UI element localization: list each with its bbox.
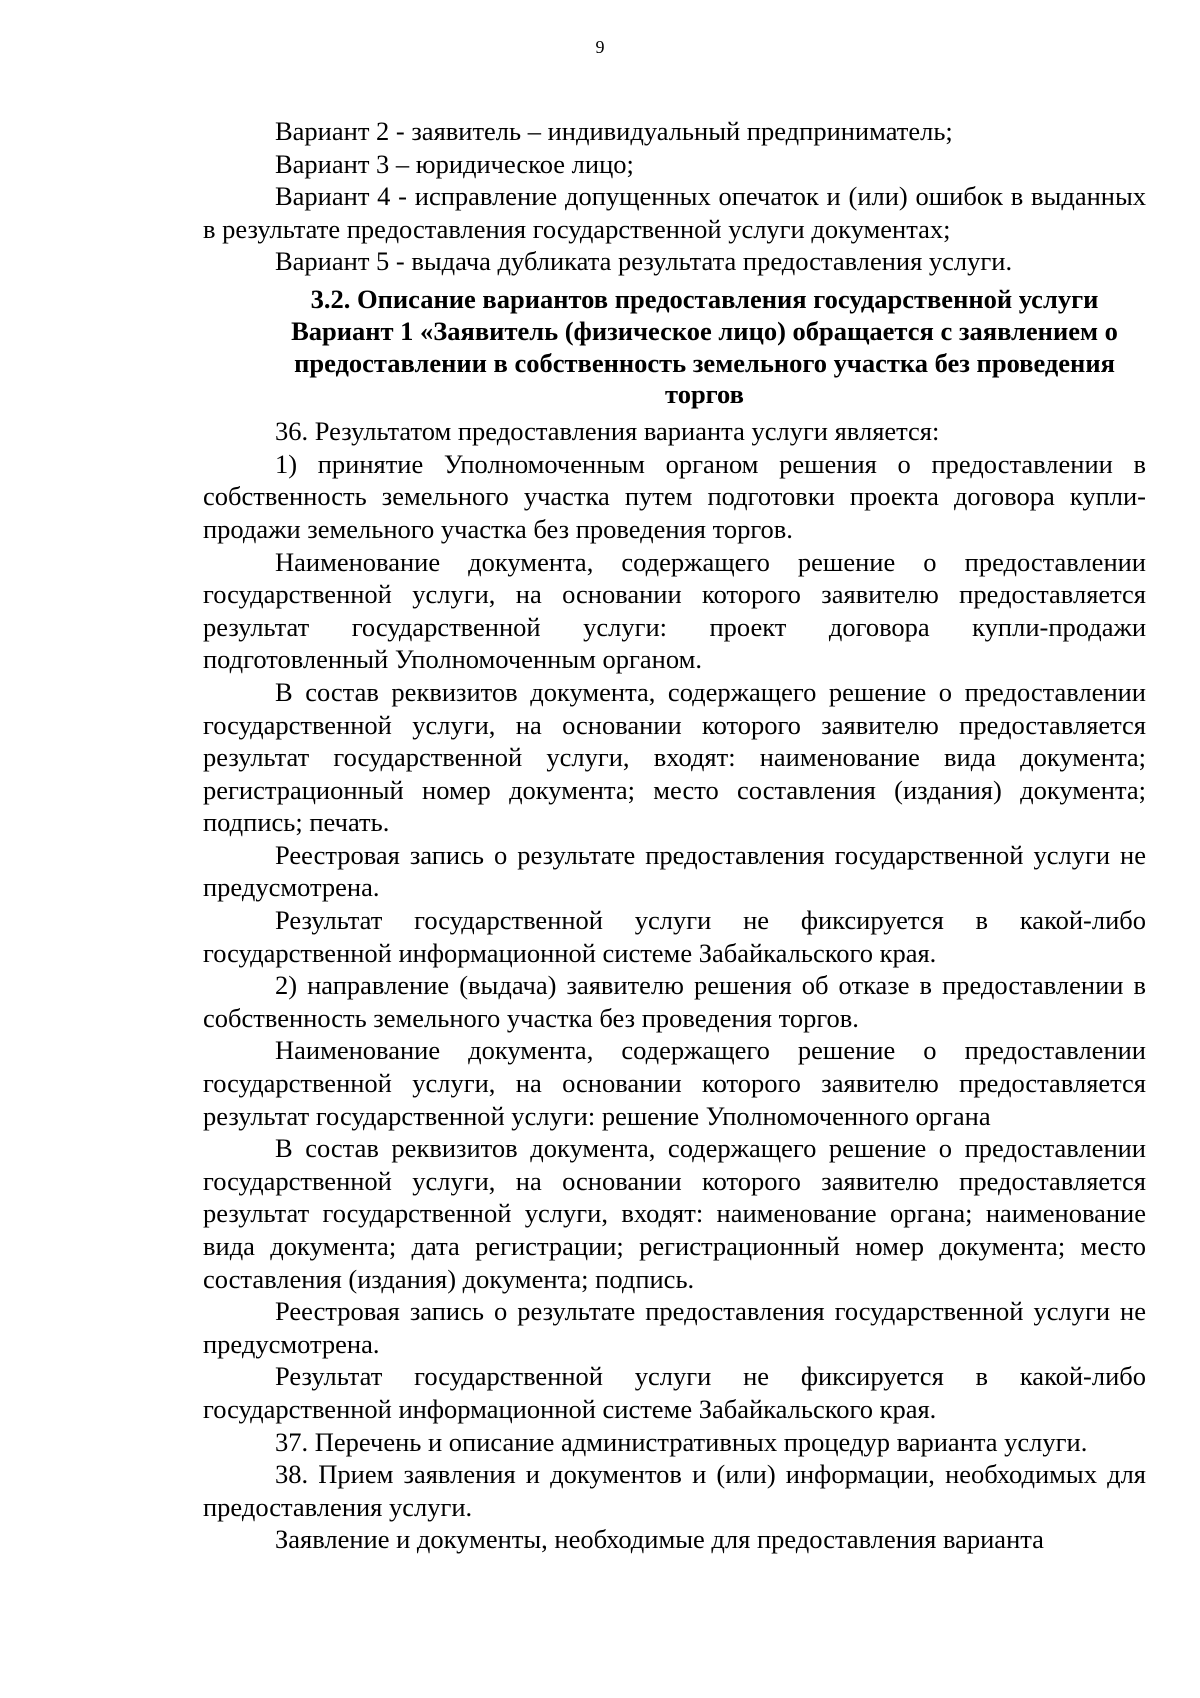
paragraph-info-system-2: Результат государственной услуги не фиксируется в какой-либо государственной информационной системе Забайкальского края. [203,1361,1146,1424]
section-heading-subtitle: Вариант 1 «Заявитель (физическое лицо) обращается с заявлением о предоставлении в собственность земельного участка без проведения торгов [291,315,1118,410]
paragraph-requisites-1: В состав реквизитов документа, содержащего решение о предоставлении государственной услуги, на основании которого заявителю предоставляется результат государственной услуги, входят: наименование вида документа; регистрационный номер документа; место составления (издания) документа; подпись; печать. [203,676,1146,838]
paragraph-info-system-1: Результат государственной услуги не фиксируется в какой-либо государственной информационной системе Забайкальского края. [203,905,1146,968]
paragraph-36: 36. Результатом предоставления варианта услуги является: [275,416,940,447]
paragraph-result-1: 1) принятие Уполномоченным органом решения о предоставлении в собственность земельного участка путем подготовки проекта договора купли-продажи земельного участка без проведения торгов. [203,448,1146,544]
paragraph-document-name-1: Наименование документа, содержащего решение о предоставлении государственной услуги, на основании которого заявителю предоставляется результат государственной услуги: проект договора купли-продажи подготовленный Уполномоченным органом. [203,546,1146,675]
paragraph-37: 37. Перечень и описание административных процедур варианта услуги. [275,1426,1088,1457]
paragraph-application-docs: Заявление и документы, необходимые для предоставления варианта [275,1524,1044,1555]
document-body [203,115,1146,1556]
paragraph-registry-2: Реестровая запись о результате предоставления государственной услуги не предусмотрена. [203,1296,1146,1359]
paragraph-variant-5: Вариант 5 - выдача дубликата результата предоставления услуги. [275,246,1013,277]
section-heading [203,284,1146,411]
paragraph-document-name-2: Наименование документа, содержащего решение о предоставлении государственной услуги, на основании которого заявителю предоставляется результат государственной услуги: решение Уполномоченного органа [203,1035,1146,1131]
paragraph-result-2: 2) направление (выдача) заявителю решения об отказе в предоставлении в собственность земельного участка без проведения торгов. [203,970,1146,1033]
paragraph-variant-4: Вариант 4 - исправление допущенных опечаток и (или) ошибок в выданных в результате предоставления государственной услуги документах; [203,181,1146,244]
paragraph-requisites-2: В состав реквизитов документа, содержащего решение о предоставлении государственной услуги, на основании которого заявителю предоставляется результат государственной услуги, входят: наименование органа; наименование вида документа; дата регистрации; регистрационный номер документа; место составления (издания) документа; подпись. [203,1133,1146,1294]
paragraph-registry-1: Реестровая запись о результате предоставления государственной услуги не предусмотрена. [203,839,1146,903]
section-heading-title: 3.2. Описание вариантов предоставления государственной услуги [310,283,1099,314]
paragraph-38: 38. Прием заявления и документов и (или) информации, необходимых для предоставления услуги. [203,1459,1146,1522]
paragraph-variant-2: Вариант 2 - заявитель – индивидуальный предприниматель; [275,116,953,146]
paragraph-variant-3: Вариант 3 – юридическое лицо; [275,148,634,179]
page-number: 9 [595,37,605,57]
